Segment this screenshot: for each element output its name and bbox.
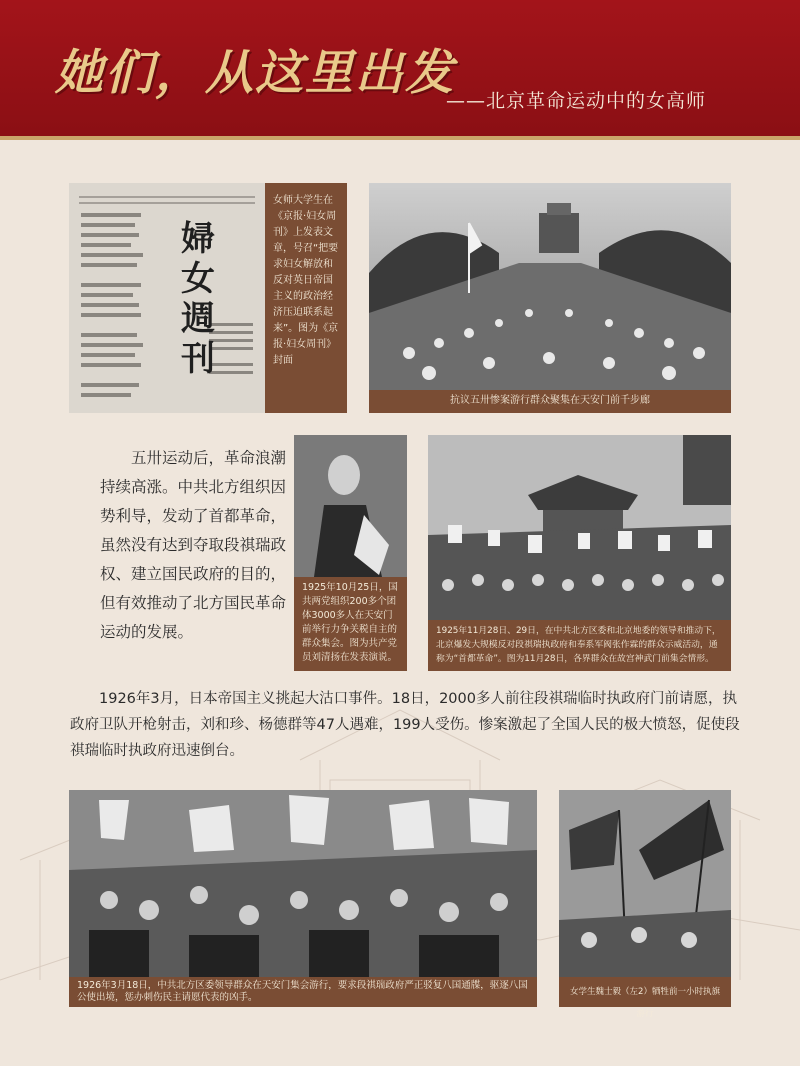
page-title: 她们，从这里出发 (55, 45, 456, 101)
newspaper-cover-photo (69, 183, 265, 413)
tiananmen-caption: 抗议五卅惨案游行群众聚集在天安门前千步廊 (369, 390, 731, 413)
march18-caption: 1926年3月18日，中共北方区委领导群众在天安门集会游行，要求段祺瑞政府严正驳复八国通牒，驱逐八国公使出境，惩办刺伤民主请愿代表的凶手。 (69, 977, 537, 1007)
intro-paragraph-text: 五卅运动后，革命浪潮持续高涨。中共北方组织因势利导，发动了首都革命，虽然没有达到夺取段祺瑞政权、建立国民政府的目的，但有效推动了北方国民革命运动的发展。 (100, 449, 287, 641)
shenwumen-gathering-photo (428, 435, 731, 620)
page-subtitle: ——北京革命运动中的女高师 (446, 90, 707, 112)
march18-paragraph (70, 686, 740, 764)
newspaper-caption: 女师大学生在《京报·妇女周刊》上发表文章，号召“把要求妇女解放和反对英日帝国主义的政治经济压迫联系起来”。图为《京报·妇女周刊》封面 (265, 183, 347, 413)
tiananmen-crowd-photo (369, 183, 731, 390)
march18-paragraph-text: 1926年3月，日本帝国主义挑起大沽口事件。18日，2000多人前往段祺瑞临时执政府门前请愿，执政府卫队开枪射击，刘和珍、杨德群等47人遇难，199人受伤。惨案激起了全国人民的极大愤怒，促使段祺瑞临时执政府迅速倒台。 (70, 691, 740, 759)
shenwumen-caption: 1925年11月28日、29日，在中共北方区委和北京地委的领导和推动下，北京爆发大规模反对段祺瑞执政府和奉系军阀张作霖的群众示威活动，通称为“首都革命”。图为11月28日，各界群众在故宫神武门前集会情形。 (428, 620, 731, 671)
header-banner (0, 0, 800, 140)
newspaper-masthead: 婦女週刊 (181, 219, 215, 379)
speech-caption: 1925年10月25日，国共两党组织200多个团体3000多人在天安门前举行力争关税自主的群众集会。图为共产党员刘清扬在发表演说。 (294, 577, 407, 671)
flag-march-photo (559, 790, 731, 977)
speech-photo (294, 435, 407, 577)
intro-paragraph (100, 444, 286, 647)
flag-march-caption: 女学生魏士毅（左2）牺牲前一小时执旗游行 (559, 977, 731, 1007)
march18-rally-photo (69, 790, 537, 977)
